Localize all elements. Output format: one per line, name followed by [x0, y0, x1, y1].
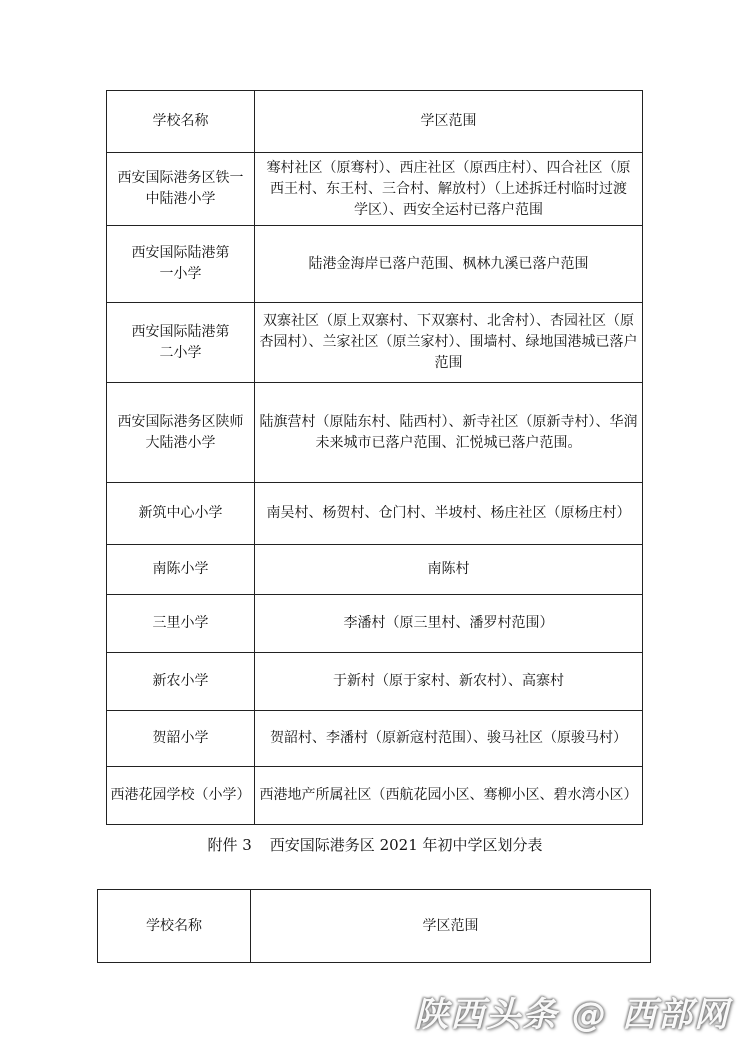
watermark: 陕西头条 @ 西部网: [414, 995, 730, 1035]
table-header-row: [98, 890, 651, 963]
middle-school-district-table: [97, 889, 651, 963]
table-row: [107, 653, 643, 711]
school-name: 南陈小学: [107, 545, 255, 595]
school-name: 西安国际港务区陕师大陆港小学: [107, 383, 255, 483]
district-range: 双寨社区（原上双寨村、下双寨村、北舍村）、杏园社区（原杏园村）、兰家社区（原兰家村）、围墙村、绿地国港城已落户范围: [255, 303, 643, 383]
table-row: [107, 303, 643, 383]
school-name: 西港花园学校（小学）: [107, 767, 255, 825]
district-range: 陆港金海岸已落户范围、枫林九溪已落户范围: [255, 226, 643, 303]
header-school-name: 学校名称: [107, 91, 255, 153]
district-range: 陆旗营村（原陆东村、陆西村）、新寺社区（原新寺村）、华润未来城市已落户范围、汇悦城已落户范围。: [255, 383, 643, 483]
table-row: [107, 483, 643, 545]
header-district-range: 学区范围: [251, 890, 651, 963]
school-name: 西安国际陆港第二小学: [107, 303, 255, 383]
table-row: [107, 595, 643, 653]
district-range: 南吴村、杨贺村、仓门村、半坡村、杨庄社区（原杨庄村）: [255, 483, 643, 545]
school-name: 新筑中心小学: [107, 483, 255, 545]
district-range: 贺韶村、李潘村（原新寇村范围）、骏马社区（原骏马村）: [255, 711, 643, 767]
attachment-caption: [0, 834, 750, 855]
primary-school-district-table: [106, 90, 643, 825]
district-range: 南陈村: [255, 545, 643, 595]
district-range: 于新村（原于家村、新农村）、高寨村: [255, 653, 643, 711]
table-row: [107, 545, 643, 595]
school-name: 西安国际港务区铁一中陆港小学: [107, 153, 255, 226]
table-header-row: [107, 91, 643, 153]
table-row: [107, 153, 643, 226]
school-name: 西安国际陆港第一小学: [107, 226, 255, 303]
school-name: 贺韶小学: [107, 711, 255, 767]
school-name: 三里小学: [107, 595, 255, 653]
table-row: [107, 226, 643, 303]
caption-title: 西安国际港务区 2021 年初中学区划分表: [269, 836, 543, 854]
district-range: 李潘村（原三里村、潘罗村范围）: [255, 595, 643, 653]
header-school-name: 学校名称: [98, 890, 251, 963]
district-range: 西港地产所属社区（西航花园小区、骞柳小区、碧水湾小区）: [255, 767, 643, 825]
school-name: 新农小学: [107, 653, 255, 711]
district-range: 骞村社区（原骞村）、西庄社区（原西庄村）、四合社区（原西王村、东王村、三合村、解放村）（上述拆迁村临时过渡学区）、西安全运村已落户范围: [255, 153, 643, 226]
table-row: [107, 767, 643, 825]
header-district-range: 学区范围: [255, 91, 643, 153]
table-row: [107, 711, 643, 767]
caption-label: 附件 3: [207, 836, 252, 854]
table-row: [107, 383, 643, 483]
